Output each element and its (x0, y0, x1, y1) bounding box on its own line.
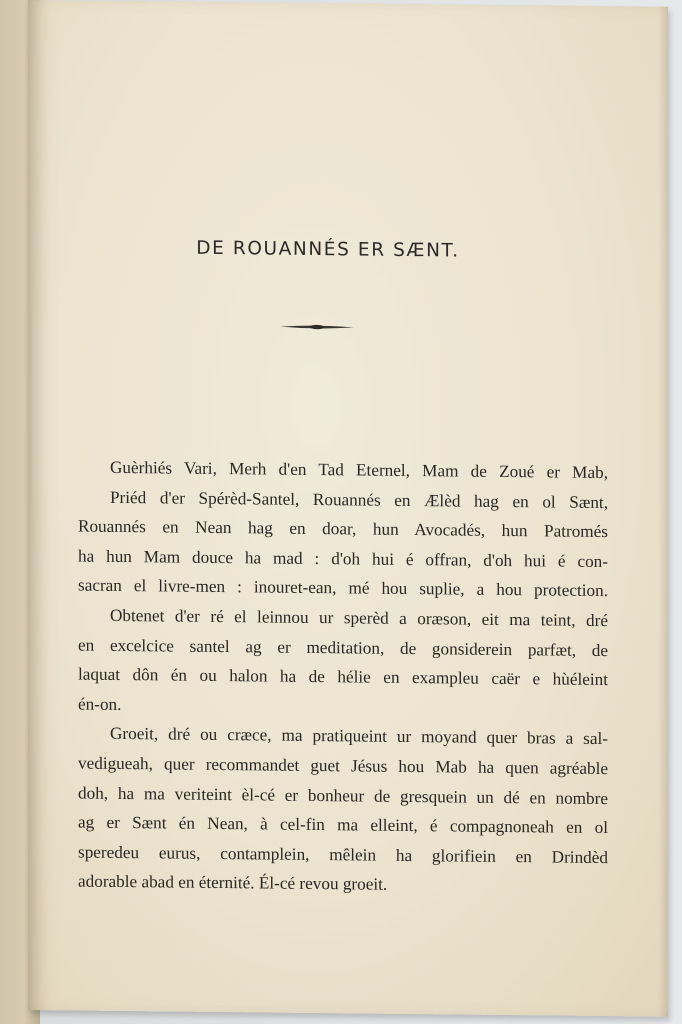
page-heading: DE ROUANNÉS ER SÆNT. (196, 237, 460, 262)
text-line: Rouannés en Nean hag en doar, hun Avocadés, hun Patromés (78, 516, 608, 542)
book-page (28, 0, 668, 1017)
text-line: ha hun Mam douce ha mad : d'oh hui é offran, d'oh hui é con- (78, 546, 608, 571)
text-line: ag er Sænt én Nean, à cel-fin ma elleint, é compagnoneah en ol (78, 812, 608, 838)
text-line: laquat dôn én ou halon ha de hélie en exampleu caër e hùéleint (78, 664, 608, 690)
text-line: Groeit, dré ou cræce, ma pratiqueint ur moyand quer bras a sal- (110, 724, 608, 749)
ornamental-rule-icon (280, 323, 354, 332)
text-line: sacran el livre-men : inouret-ean, mé hou suplie, a hou protection. (78, 575, 608, 601)
text-line: doh, ha ma veriteint èl-cé er bonheur de gresquein un dé en nombre (78, 783, 608, 808)
text-line: speredeu eurus, contamplein, mêlein ha glorifiein en Drindèd (78, 842, 608, 867)
text-line: Guèrhiés Vari, Merh d'en Tad Eternel, Mam de Zoué er Mab, (110, 457, 608, 483)
text-line: Obtenet d'er ré el leinnou ur sperèd a oræson, eit ma teint, dré (110, 605, 608, 631)
body-text (78, 453, 608, 902)
text-line: Priéd d'er Spérèd-Santel, Rouannés en Ælèd hag en ol Sænt, (110, 487, 608, 512)
text-line: adorable abad en éternité. Él-cé revou groeit. (78, 871, 388, 895)
text-line: en excelcice santel ag er meditation, de gonsiderein parfæt, de (78, 635, 608, 660)
text-line: én-on. (78, 694, 122, 714)
page-edge-shadow (658, 7, 668, 1017)
text-line: vedigueah, quer recommandet guet Jésus hou Mab ha quen agréable (78, 753, 608, 779)
